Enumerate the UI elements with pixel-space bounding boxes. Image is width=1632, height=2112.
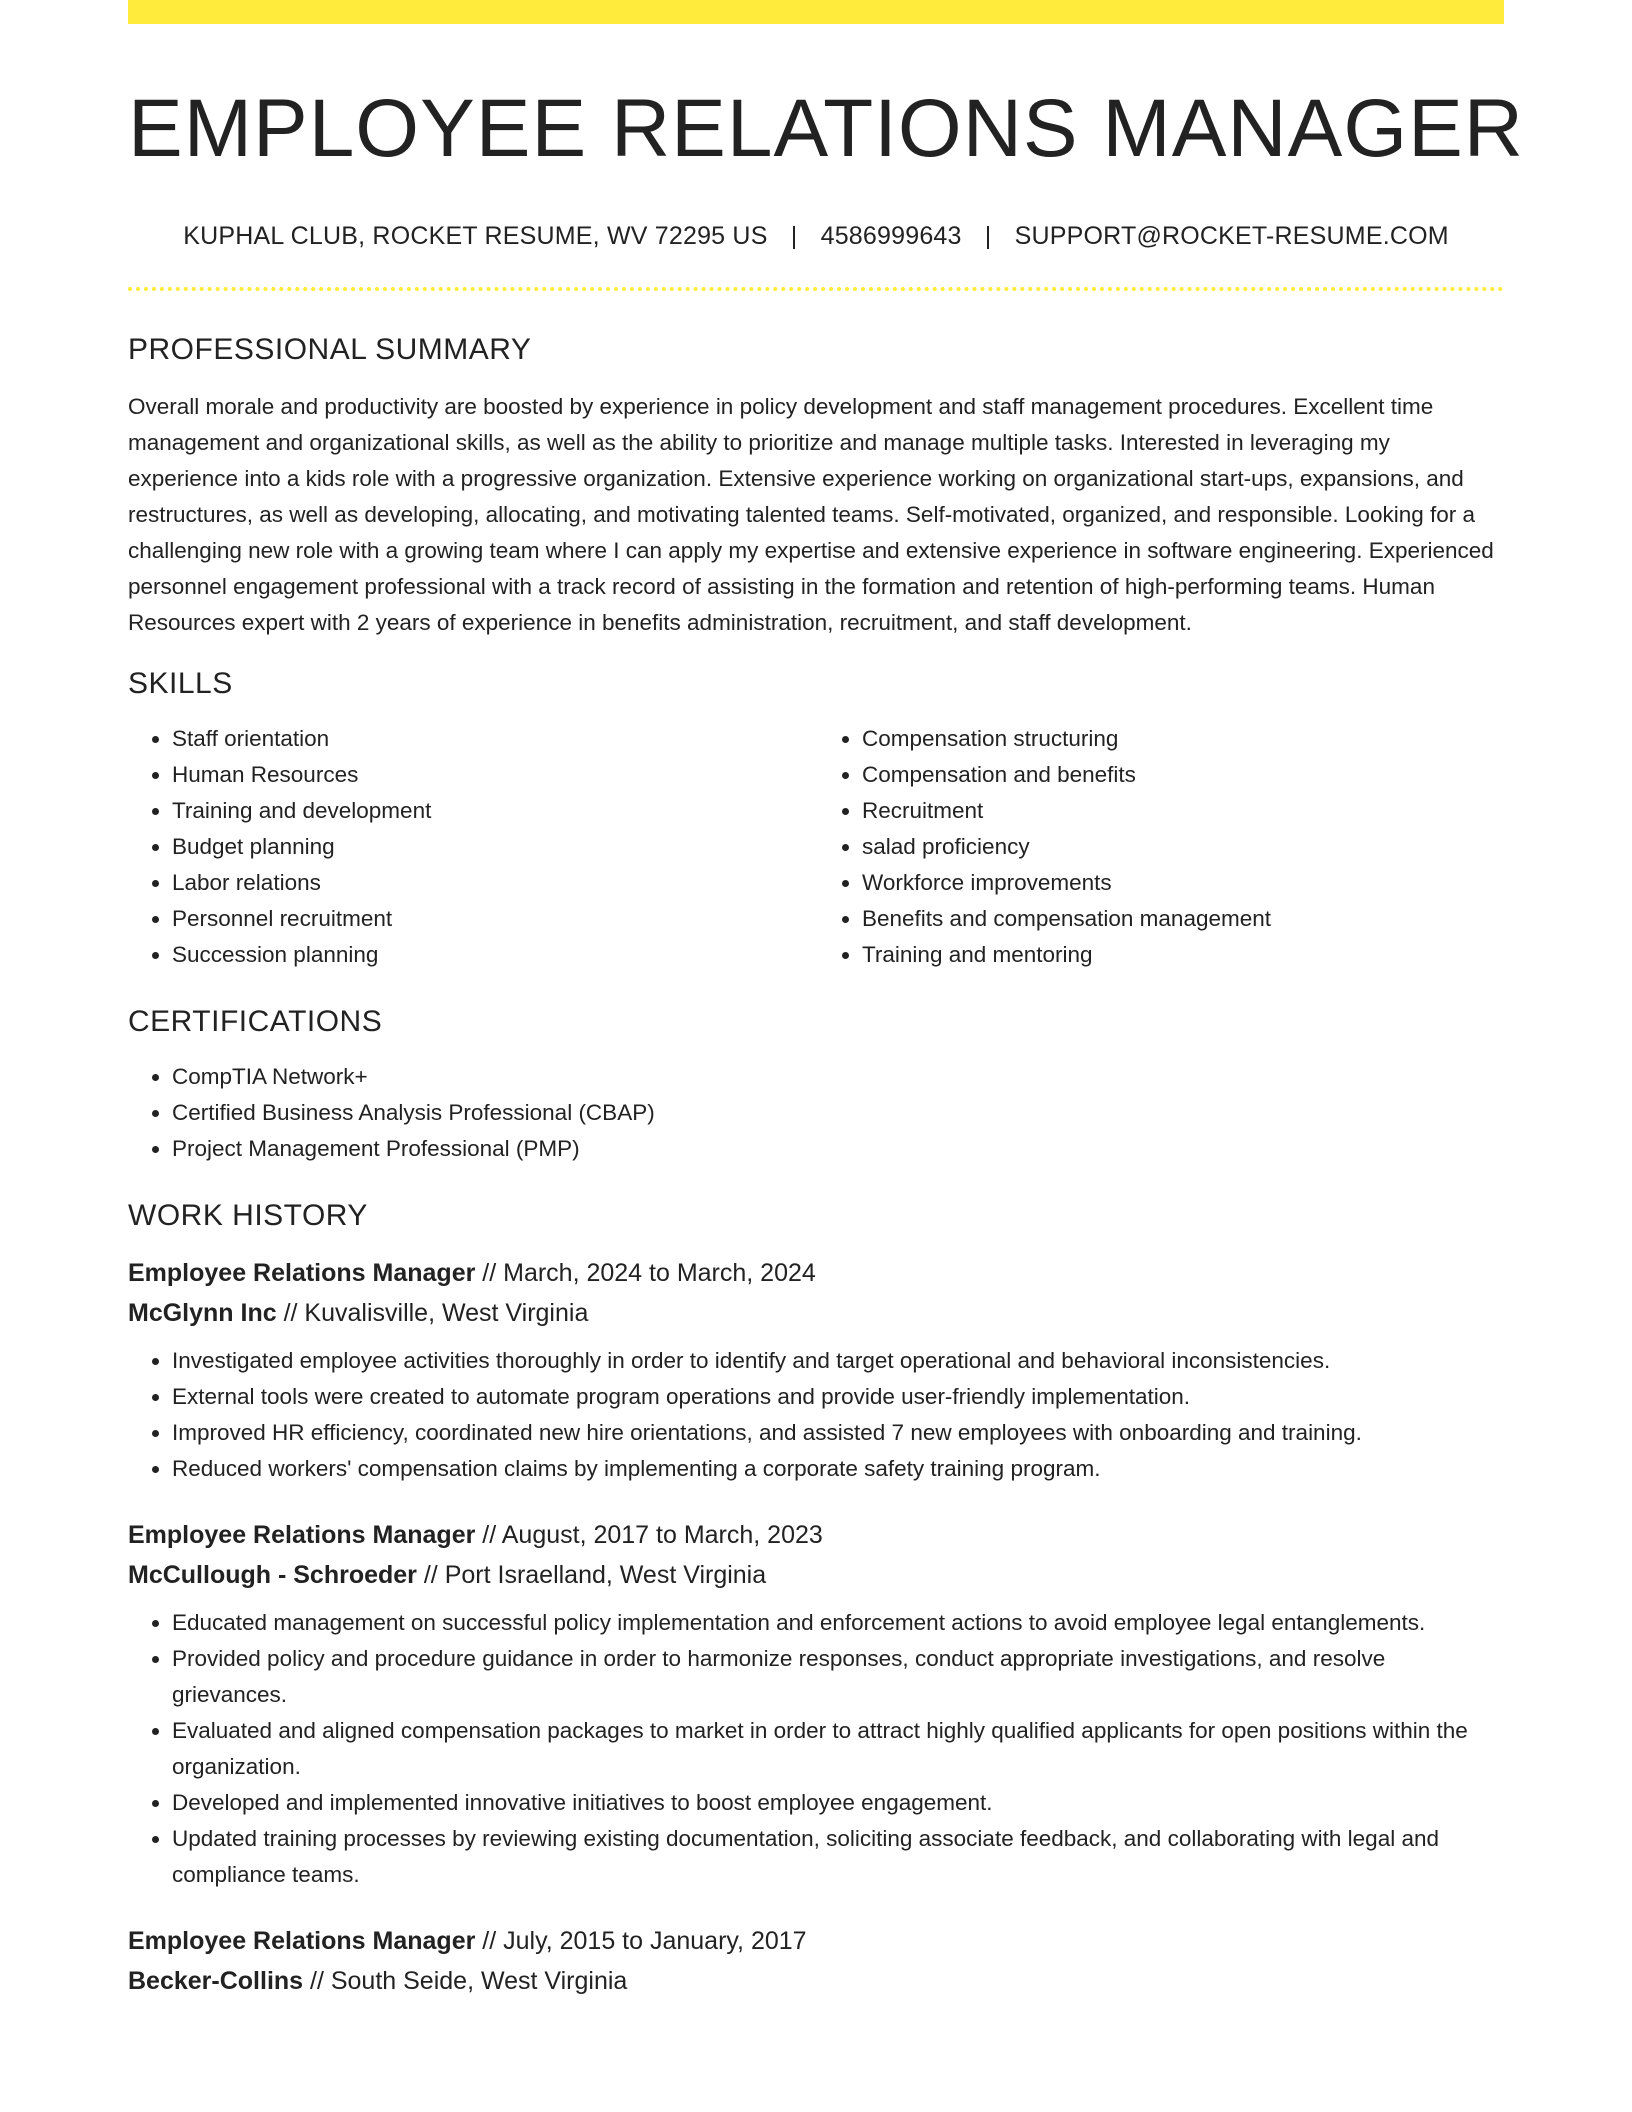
job-bullet: • Improved HR efficiency, coordinated new hire orientations, and assisted 7 new employees with onboarding and training.: [172, 1415, 1504, 1451]
job-bullets: [128, 1605, 1504, 1893]
contact-separator: |: [790, 222, 798, 251]
accent-top-bar: [128, 0, 1504, 24]
job-role: Employee Relations Manager: [128, 1927, 476, 1956]
contact-separator: |: [984, 222, 992, 251]
job-company-line: [128, 1961, 1504, 2001]
contact-phone: 4586999643: [820, 222, 962, 251]
skill-item: • Training and development: [172, 793, 814, 829]
skills-list-left: [128, 721, 814, 973]
dotted-divider: [128, 287, 1504, 291]
resume-page: [128, 0, 1525, 2001]
skill-item: • Training and mentoring: [862, 937, 1504, 973]
certification-item: • CompTIA Network+: [172, 1059, 1504, 1095]
job-location: // Port Israelland, West Virginia: [423, 1561, 767, 1590]
job-bullet: • Provided policy and procedure guidance in order to harmonize responses, conduct appropriate investigations, and resolve grievances.: [172, 1641, 1504, 1713]
job-role: Employee Relations Manager: [128, 1521, 476, 1550]
job-dates: // August, 2017 to March, 2023: [482, 1521, 823, 1550]
skill-item: • Benefits and compensation management: [862, 901, 1504, 937]
job-company-line: [128, 1555, 1504, 1595]
skill-item: • Succession planning: [172, 937, 814, 973]
skill-item: • Budget planning: [172, 829, 814, 865]
skill-item: • Recruitment: [862, 793, 1504, 829]
job-bullet: • External tools were created to automate program operations and provide user-friendly implementation.: [172, 1379, 1504, 1415]
certification-item: • Project Management Professional (PMP): [172, 1131, 1504, 1167]
skills-list-right: [814, 721, 1504, 973]
job-bullets: [128, 1343, 1504, 1487]
certification-item: • Certified Business Analysis Professional (CBAP): [172, 1095, 1504, 1131]
job-bullet: • Updated training processes by reviewing existing documentation, soliciting associate feedback, and collaborating with legal and compliance teams.: [172, 1821, 1504, 1893]
skill-item: • Personnel recruitment: [172, 901, 814, 937]
job-entry: [128, 1515, 1504, 1893]
job-bullet: • Reduced workers' compensation claims by implementing a corporate safety training program.: [172, 1451, 1504, 1487]
job-dates: // March, 2024 to March, 2024: [482, 1259, 816, 1288]
skill-item: • Compensation and benefits: [862, 757, 1504, 793]
skills-heading: SKILLS: [128, 667, 233, 701]
certifications-heading: CERTIFICATIONS: [128, 1005, 383, 1039]
job-company: McGlynn Inc: [128, 1299, 277, 1328]
skill-item: • Human Resources: [172, 757, 814, 793]
skill-item: • Workforce improvements: [862, 865, 1504, 901]
certifications-list: [128, 1059, 1504, 1167]
job-dates: // July, 2015 to January, 2017: [482, 1927, 807, 1956]
contact-email: SUPPORT@ROCKET-RESUME.COM: [1014, 222, 1449, 251]
job-bullet: • Developed and implemented innovative initiatives to boost employee engagement.: [172, 1785, 1504, 1821]
contact-address: KUPHAL CLUB, ROCKET RESUME, WV 72295 US: [183, 222, 768, 251]
job-location: // Kuvalisville, West Virginia: [283, 1299, 589, 1328]
job-title-line: [128, 1921, 1504, 1961]
summary-text: Overall morale and productivity are boosted by experience in policy development and staff management procedures. Excellent time management and organizational skills, as well as the ability to prioritize and manage multiple tasks. Interested in leveraging my experience into a kids role with a progressive organization. Extensive experience working on organizational start-ups, expansions, and restructures, as well as developing, allocating, and motivating talented teams. Self-motivated, organized, and responsible. Looking for a challenging new role with a growing team where I can apply my expertise and extensive experience in software engineering. Experienced personnel engagement professional with a track record of assisting in the formation and retention of high-performing teams. Human Resources expert with 2 years of experience in benefits administration, recruitment, and staff development.: [128, 394, 1494, 636]
job-role: Employee Relations Manager: [128, 1259, 476, 1288]
job-company-line: [128, 1293, 1504, 1333]
job-company: McCullough - Schroeder: [128, 1561, 417, 1590]
job-bullet: • Evaluated and aligned compensation packages to market in order to attract highly qualified applicants for open positions within the organization.: [172, 1713, 1504, 1785]
job-entry: [128, 1921, 1504, 2001]
job-title-line: [128, 1515, 1504, 1555]
summary-heading: PROFESSIONAL SUMMARY: [128, 333, 532, 367]
skill-item: • Labor relations: [172, 865, 814, 901]
skill-item: • salad proficiency: [862, 829, 1504, 865]
job-bullet: • Investigated employee activities thoroughly in order to identify and target operational and behavioral inconsistencies.: [172, 1343, 1504, 1379]
job-title-line: [128, 1253, 1504, 1293]
job-company: Becker-Collins: [128, 1967, 304, 1996]
skill-item: • Compensation structuring: [862, 721, 1504, 757]
skills-columns: [128, 701, 1504, 973]
work-history-heading: WORK HISTORY: [128, 1199, 368, 1233]
job-entry: [128, 1253, 1504, 1487]
job-bullet: • Educated management on successful policy implementation and enforcement actions to avoid employee legal entanglements.: [172, 1605, 1504, 1641]
resume-title: EMPLOYEE RELATIONS MANAGER: [128, 83, 1525, 174]
job-location: // South Seide, West Virginia: [310, 1967, 628, 1996]
contact-line: [128, 222, 1504, 251]
skill-item: • Staff orientation: [172, 721, 814, 757]
